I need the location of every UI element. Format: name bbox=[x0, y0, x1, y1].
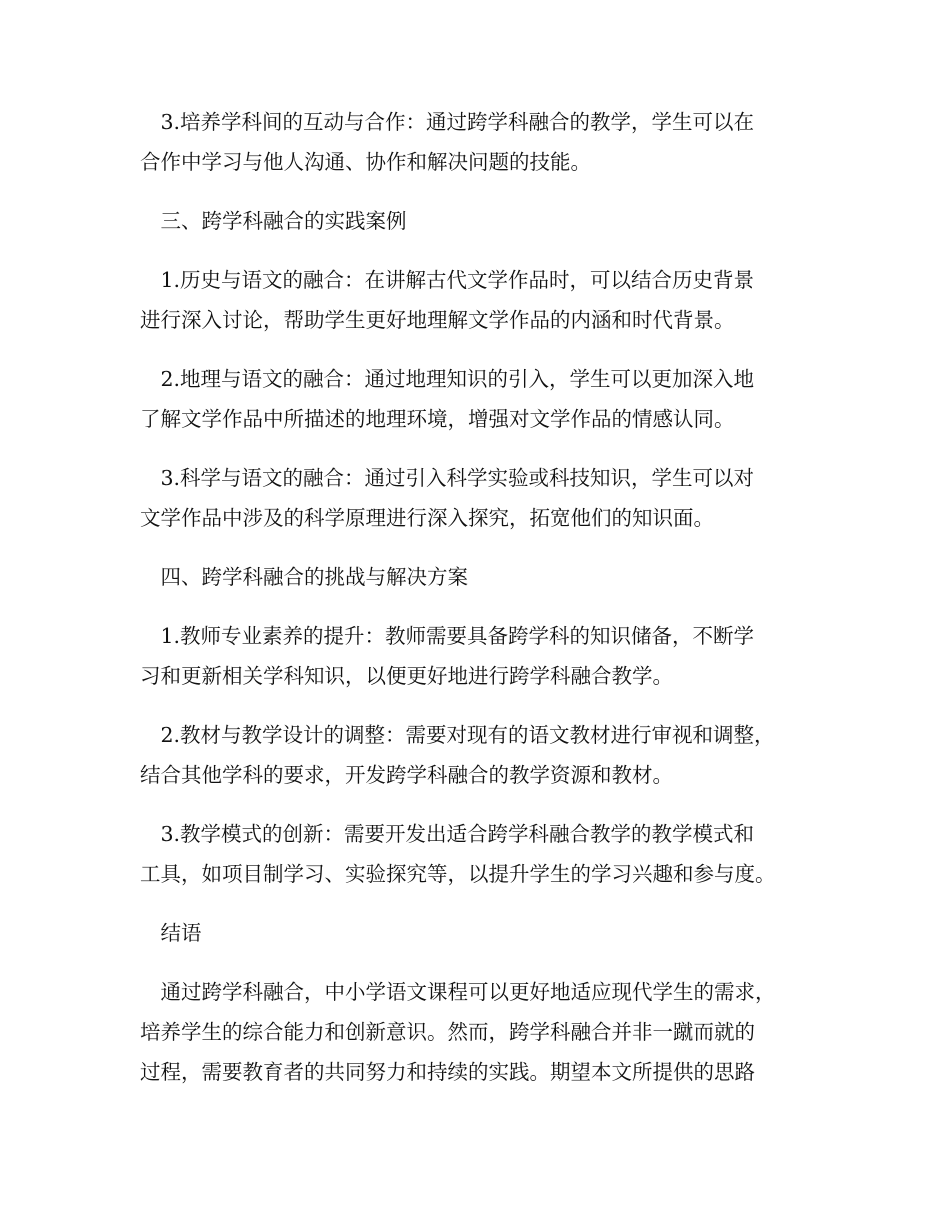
paragraph-teacher-literacy: 1.教师专业素养的提升：教师需要具备跨学科的知识储备，不断学 习和更新相关学科知识，以便更好地进行跨学科融合教学。 bbox=[140, 624, 755, 688]
paragraph-conclusion: 通过跨学科融合，中小学语文课程可以更好地适应现代学生的需求， 培养学生的综合能力和创新意识。然而，跨学科融合并非一蹴而就的 过程，需要教育者的共同努力和持续的实践。期望本文所提供的思路 bbox=[140, 980, 776, 1084]
paragraph-teaching-mode: 3.教学模式的创新：需要开发出适合跨学科融合教学的教学模式和 工具，如项目制学习、实验探究等，以提升学生的学习兴趣和参与度。 bbox=[140, 822, 776, 886]
section-heading-practice-cases: 三、跨学科融合的实践案例 bbox=[140, 209, 407, 233]
paragraph-science-chinese: 3.科学与语文的融合：通过引入科学实验或科技知识，学生可以对 文学作品中涉及的科学原理进行深入探究，拓宽他们的知识面。 bbox=[140, 466, 755, 530]
section-heading-conclusion: 结语 bbox=[140, 921, 202, 945]
section-heading-challenges: 四、跨学科融合的挑战与解决方案 bbox=[140, 565, 468, 589]
paragraph-materials-design: 2.教材与教学设计的调整：需要对现有的语文教材进行审视和调整， 结合其他学科的要求，开发跨学科融合的教学资源和教材。 bbox=[140, 723, 775, 787]
paragraph-history-chinese: 1.历史与语文的融合：在讲解古代文学作品时，可以结合历史背景 进行深入讨论，帮助学生更好地理解文学作品的内涵和时代背景。 bbox=[140, 268, 755, 332]
paragraph-cooperation: 3.培养学科间的互动与合作：通过跨学科融合的教学，学生可以在 合作中学习与他人沟通、协作和解决问题的技能。 bbox=[140, 110, 755, 174]
document-body bbox=[140, 102, 840, 1111]
paragraph-geography-chinese: 2.地理与语文的融合：通过地理知识的引入，学生可以更加深入地 了解文学作品中所描述的地理环境，增强对文学作品的情感认同。 bbox=[140, 367, 755, 431]
